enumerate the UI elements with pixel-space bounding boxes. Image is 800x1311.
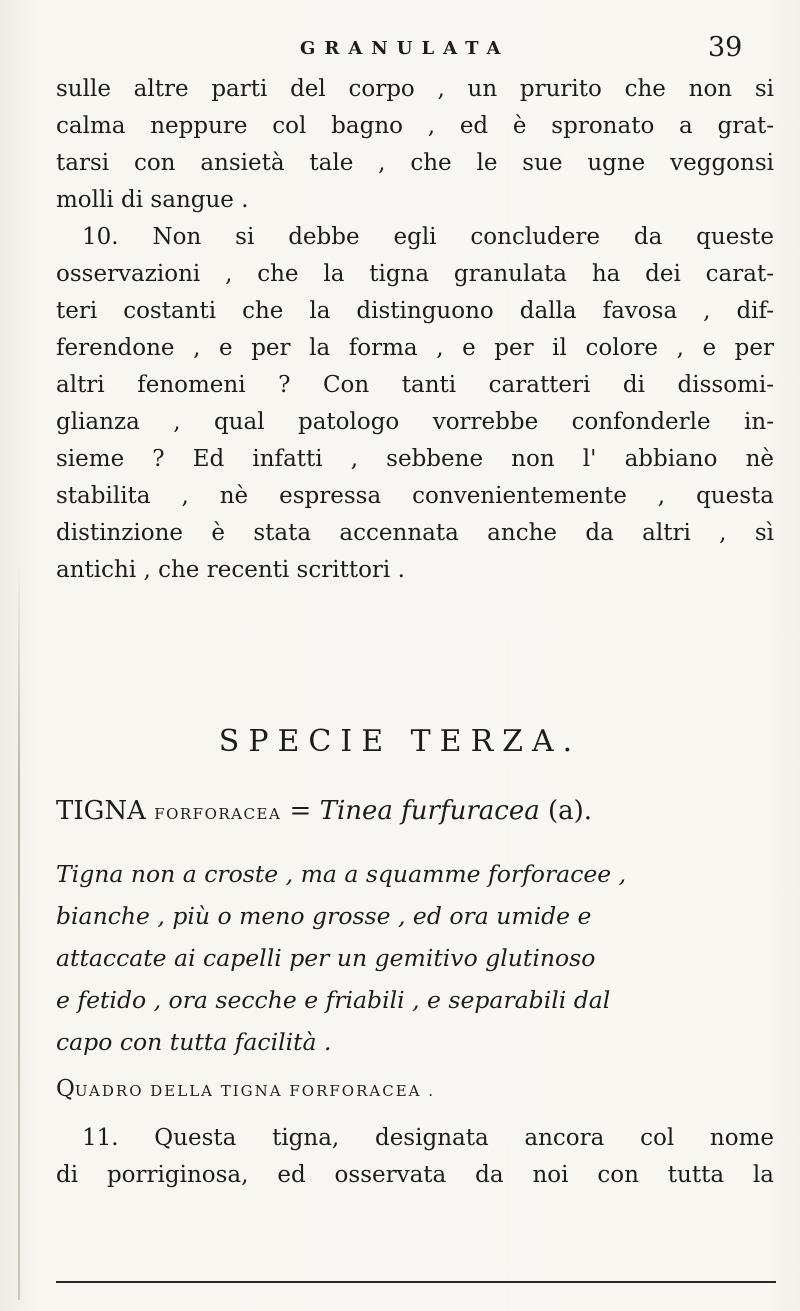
text-line: osservazioni , che la tigna granulata ha dei carat-	[56, 261, 774, 287]
text-line: sieme ? Ed infatti , sebbene non l' abbiano nè	[56, 446, 774, 472]
binding-shadow	[18, 560, 20, 1300]
latin-name: Tinea furfuracea	[319, 796, 540, 826]
description-line: bianche , più o meno grosse , ed ora umide e	[56, 902, 592, 930]
text-line: calma neppure col bagno , ed è spronato a grat-	[56, 113, 774, 139]
text-line: antichi , che recenti scrittori .	[56, 557, 405, 583]
text-line: 10. Non si debbe egli concludere da queste	[82, 224, 774, 250]
text-line: sulle altre parti del corpo , un prurito che non si	[56, 76, 774, 102]
subheading-rest: UADRO DELLA TIGNA FORFORACEA .	[74, 1082, 436, 1100]
equals-sign: =	[289, 796, 312, 826]
subheading-initial: Q	[56, 1076, 75, 1102]
text-line: ferendone , e per la forma , e per il colore , e per	[56, 335, 774, 361]
running-head	[0, 32, 800, 66]
text-line: glianza , qual patologo vorrebbe confonderle in-	[56, 409, 774, 435]
text-line: 11. Questa tigna, designata ancora col nome	[82, 1125, 774, 1151]
description-line: capo con tutta facilità .	[56, 1028, 332, 1056]
text-line: tarsi con ansietà tale , che le sue ugne veggonsi	[56, 150, 774, 176]
page-number: 39	[708, 32, 743, 63]
text-line: teri costanti che la distinguono dalla favosa , dif-	[56, 298, 774, 324]
section-heading: SPECIE TERZA.	[218, 724, 582, 759]
text-line: altri fenomeni ? Con tanti caratteri di dissomi-	[56, 372, 774, 398]
description-line: Tigna non a croste , ma a squamme forforacee ,	[56, 860, 627, 888]
text-line: di porriginosa, ed osservata da noi con tutta la	[56, 1162, 774, 1188]
species-qualifier: FORFORACEA	[154, 805, 282, 823]
species-title	[56, 796, 592, 826]
running-title: GRANULATA	[300, 38, 510, 59]
subheading	[56, 1076, 435, 1102]
text-line: molli di sangue .	[56, 187, 249, 213]
description-line: e fetido , ora secche e friabili , e separabili dal	[56, 986, 611, 1014]
text-line: stabilita , nè espressa convenientemente , questa	[56, 483, 774, 509]
footnote-reference: (a).	[547, 796, 593, 826]
species-name: TIGNA	[56, 796, 146, 826]
description-line: attaccate ai capelli per un gemitivo glutinoso	[56, 944, 596, 972]
text-line: distinzione è stata accennata anche da altri , sì	[56, 520, 774, 546]
footnote-rule	[56, 1281, 776, 1283]
